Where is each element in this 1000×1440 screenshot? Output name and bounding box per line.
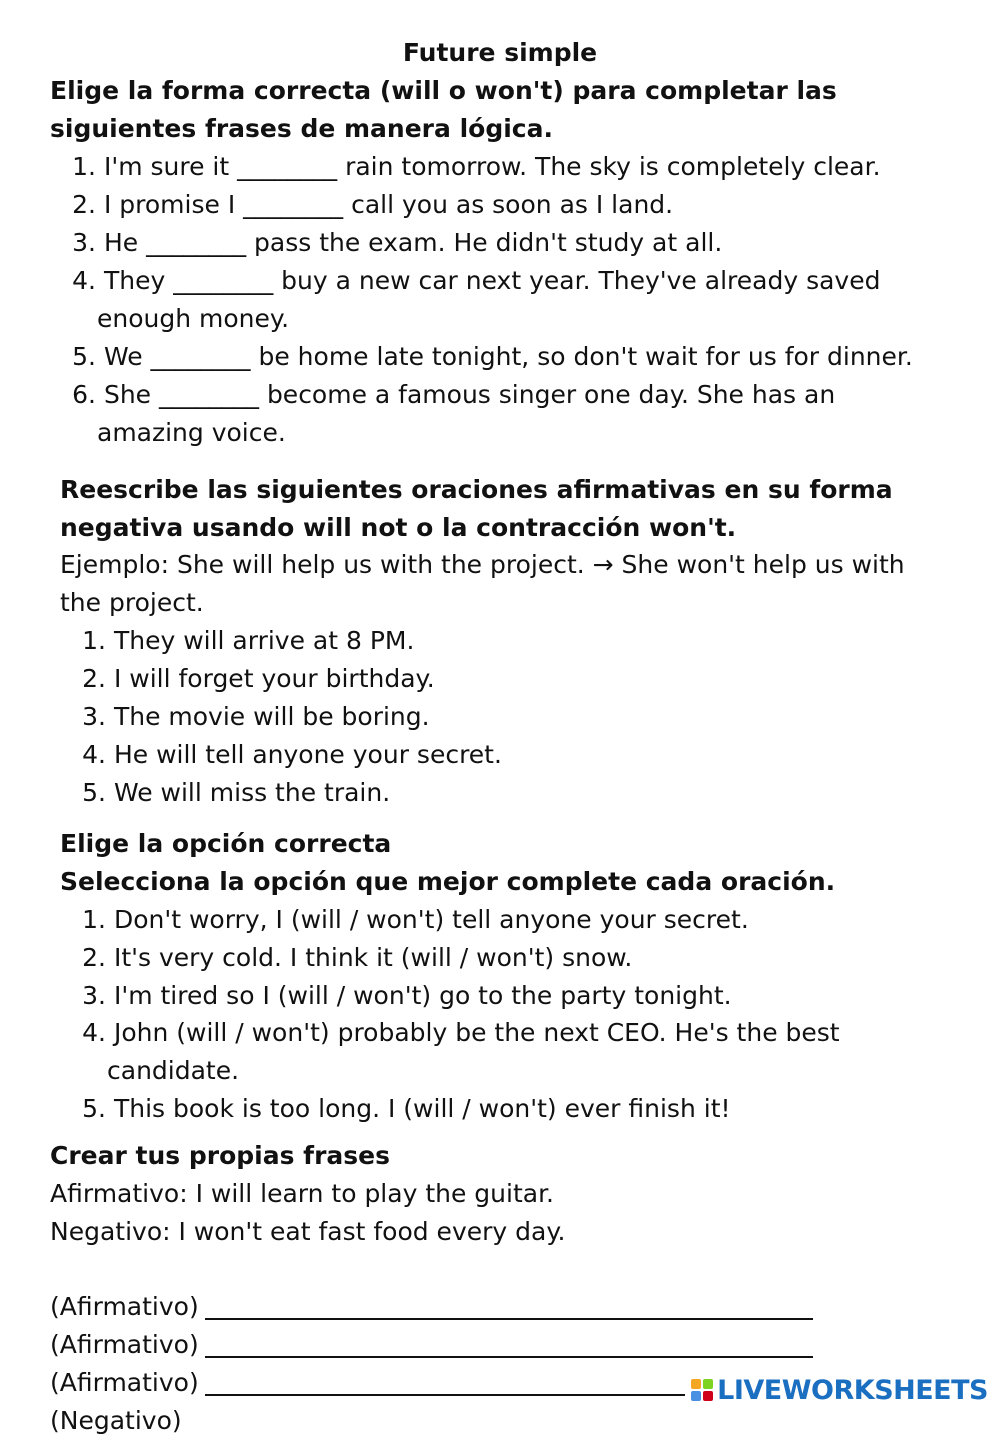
page-title: Future simple	[402, 38, 598, 67]
list-item: 3. The movie will be boring.	[82, 702, 430, 731]
list-item: 5. This book is too long. I (will / won't) ever finish it!	[82, 1094, 731, 1123]
list-item: 2. I promise I ________ call you as soon as I land.	[72, 190, 674, 219]
list-item: 5. We will miss the train.	[82, 778, 391, 807]
section3-heading: Elige la opción correcta	[60, 829, 392, 858]
list-item: 1. I'm sure it ________ rain tomorrow. The sky is completely clear.	[72, 152, 881, 181]
list-item: 3. I'm tired so I (will / won't) go to the party tonight.	[82, 981, 732, 1010]
write-label-affirmative-1: (Afirmativo)	[50, 1292, 199, 1321]
section1-instruction: Elige la forma correcta (will o won't) para completar las	[50, 76, 837, 105]
example-negative: Negativo: I won't eat fast food every day.	[50, 1217, 566, 1246]
list-item: 3. He ________ pass the exam. He didn't study at all.	[72, 228, 723, 257]
section4-heading: Crear tus propias frases	[50, 1141, 390, 1170]
write-label-affirmative-3: (Afirmativo)	[50, 1368, 199, 1397]
list-item: 4. John (will / won't) probably be the next CEO. He's the best	[82, 1018, 840, 1047]
list-item-continuation: candidate.	[107, 1056, 240, 1085]
list-item: 5. We ________ be home late tonight, so don't wait for us for dinner.	[72, 342, 913, 371]
section1-instruction-cont: siguientes frases de manera lógica.	[50, 114, 553, 143]
list-item: 4. They ________ buy a new car next year. They've already saved	[72, 266, 881, 295]
list-item-continuation: amazing voice.	[97, 418, 286, 447]
list-item: 1. They will arrive at 8 PM.	[82, 626, 415, 655]
section3-instruction: Selecciona la opción que mejor complete cada oración.	[60, 867, 836, 896]
example-affirmative: Afirmativo: I will learn to play the guitar.	[50, 1179, 555, 1208]
list-item: 6. She ________ become a famous singer one day. She has an	[72, 380, 836, 409]
section2-instruction-cont: negativa usando will not o la contracción won't.	[60, 513, 737, 542]
liveworksheets-logo	[685, 1372, 988, 1408]
list-item-continuation: enough money.	[97, 304, 290, 333]
answer-line-affirmative-2[interactable]	[205, 1356, 813, 1358]
liveworksheets-logo-icon	[691, 1379, 713, 1401]
liveworksheets-logo-text: LIVEWORKSHEETS	[717, 1374, 988, 1406]
list-item: 2. I will forget your birthday.	[82, 664, 435, 693]
list-item: 1. Don't worry, I (will / won't) tell anyone your secret.	[82, 905, 749, 934]
section2-example-cont: the project.	[60, 588, 204, 617]
list-item: 2. It's very cold. I think it (will / won't) snow.	[82, 943, 633, 972]
answer-line-affirmative-1[interactable]	[205, 1318, 813, 1320]
section2-example: Ejemplo: She will help us with the project. → She won't help us with	[60, 550, 905, 579]
section2-instruction: Reescribe las siguientes oraciones afirmativas en su forma	[60, 475, 893, 504]
list-item: 4. He will tell anyone your secret.	[82, 740, 502, 769]
write-label-negative-1: (Negativo)	[50, 1406, 182, 1435]
write-label-affirmative-2: (Afirmativo)	[50, 1330, 199, 1359]
